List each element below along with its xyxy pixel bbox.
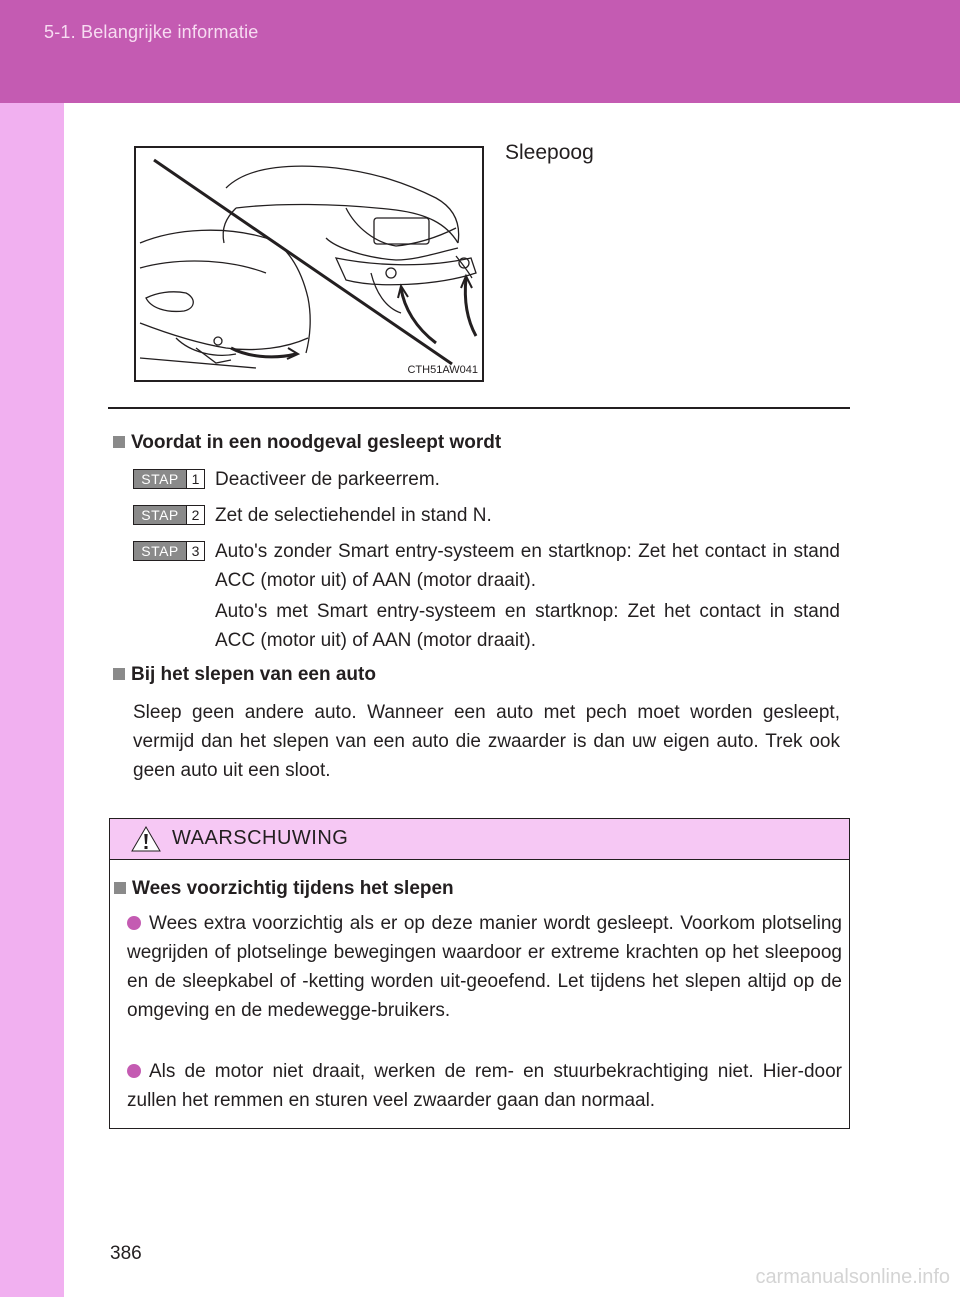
warning-title: WAARSCHUWING xyxy=(172,827,349,849)
watermark: carmanualsonline.info xyxy=(755,1266,950,1288)
step-text-3: Auto's zonder Smart entry-systeem en startknop: Zet het contact in stand ACC (motor uit) of AAN (motor draait). xyxy=(215,541,840,591)
warning-item-2 xyxy=(127,1057,842,1115)
step-badge-label: STAP xyxy=(134,470,186,488)
section-heading-emergency xyxy=(113,432,501,454)
warning-heading-text: Wees voorzichtig tijdens het slepen xyxy=(132,878,454,899)
step-badge-2 xyxy=(133,505,205,525)
warning-header xyxy=(110,819,849,860)
section-heading-text: Voordat in een noodgeval gesleept wordt xyxy=(131,432,502,453)
warning-item-text: Wees extra voorzichtig als er op deze manier wordt gesleept. Voorkom plotseling wegrijden of plotselinge bewegingen waardoor er extreme krachten op het sleepoog en de sleepkabel of -ketting worden uit-geoefend. Let tijdens het slepen altijd op de omgeving en de medewegge-bruikers. xyxy=(127,913,842,1021)
section-heading-towing xyxy=(113,664,376,686)
step-text-1: Deactiveer de parkeerrem. xyxy=(215,469,440,490)
step-text-2: Zet de selectiehendel in stand N. xyxy=(215,505,492,526)
step-badge-label: STAP xyxy=(134,506,186,524)
step-text-3-extra: Auto's met Smart entry-systeem en startknop: Zet het contact in stand ACC (motor uit) of AAN (motor draait). xyxy=(215,601,840,651)
square-bullet-icon xyxy=(113,668,125,680)
warning-triangle-icon xyxy=(130,825,162,853)
warning-box xyxy=(109,818,850,1129)
step-badge-1 xyxy=(133,469,205,489)
square-bullet-icon xyxy=(113,436,125,448)
warning-item-1 xyxy=(127,909,842,1025)
step-badge-number: 1 xyxy=(186,470,204,488)
step-badge-number: 2 xyxy=(186,506,204,524)
round-bullet-icon xyxy=(127,916,141,930)
chapter-sidebar xyxy=(0,103,64,1297)
chapter-header xyxy=(0,0,960,103)
step-badge-number: 3 xyxy=(186,542,204,560)
round-bullet-icon xyxy=(127,1064,141,1078)
car-towing-eye-drawing xyxy=(136,148,482,380)
section-title: 5-1. Belangrijke informatie xyxy=(44,22,259,42)
square-bullet-icon xyxy=(114,882,126,894)
step-badge-3 xyxy=(133,541,205,561)
step-badge-label: STAP xyxy=(134,542,186,560)
figure-code: CTH51AW041 xyxy=(407,364,478,376)
towing-eye-label: Sleepoog xyxy=(505,141,594,164)
warning-heading xyxy=(114,878,454,900)
towing-paragraph: Sleep geen andere auto. Wanneer een auto met pech moet worden gesleept, vermijd dan het slepen van een auto die zwaarder is dan uw eigen auto. Trek ook geen auto uit een sloot. xyxy=(133,702,840,781)
page-number: 386 xyxy=(110,1243,142,1264)
section-heading-text: Bij het slepen van een auto xyxy=(131,664,376,685)
divider xyxy=(108,407,850,409)
towing-eye-illustration xyxy=(134,146,484,382)
warning-item-text: Als de motor niet draait, werken de rem- en stuurbekrachtiging niet. Hier-door zullen het remmen en sturen veel zwaarder gaan dan normaal. xyxy=(127,1061,842,1111)
